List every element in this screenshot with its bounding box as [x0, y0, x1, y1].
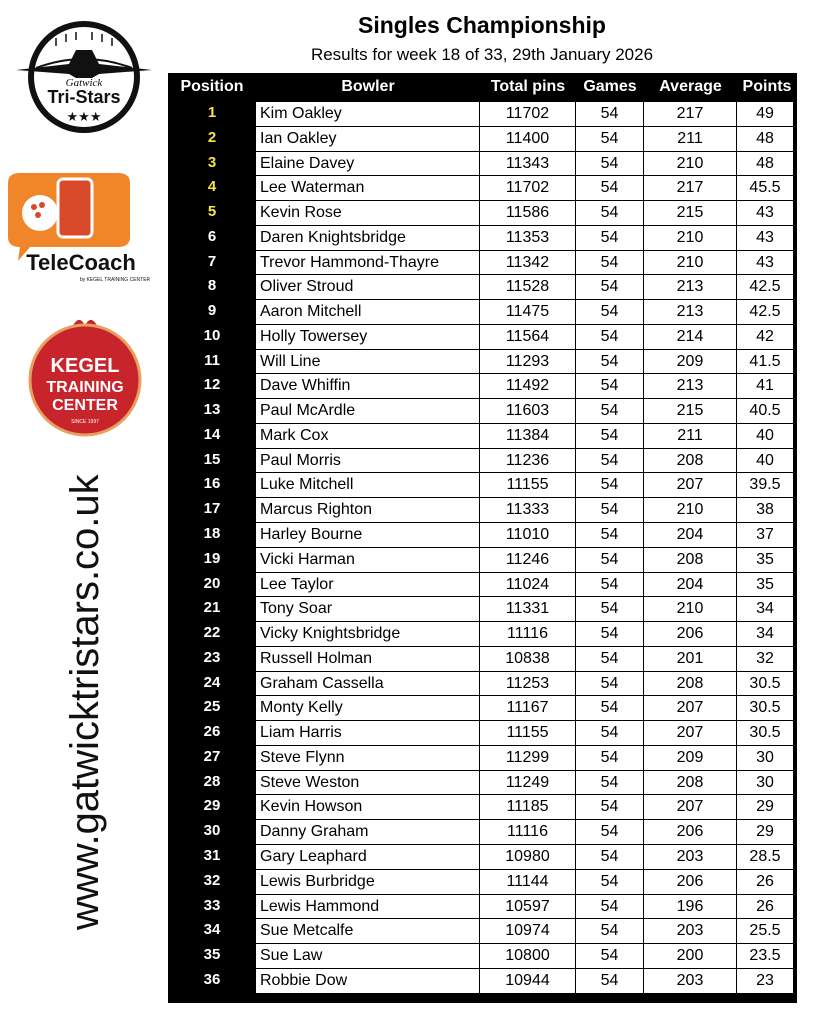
- row-average: 203: [644, 919, 737, 943]
- table-row: [168, 621, 797, 646]
- row-average: 204: [644, 523, 737, 547]
- table-row: [168, 943, 797, 968]
- row-points: 34: [737, 597, 794, 621]
- table-row: [168, 324, 797, 349]
- row-position: 25: [203, 698, 221, 716]
- row-points: 41.5: [737, 350, 794, 374]
- row-position: 22: [203, 624, 221, 642]
- row-bowler: Luke Mitchell: [256, 473, 480, 497]
- row-bowler: Elaine Davey: [256, 152, 480, 176]
- row-position: 5: [207, 203, 217, 221]
- tristars-script: Gatwick: [65, 77, 103, 89]
- row-position: 12: [203, 376, 221, 394]
- row-position: 21: [203, 599, 221, 617]
- row-games: 54: [576, 473, 644, 497]
- table-row: [168, 423, 797, 448]
- row-average: 208: [644, 449, 737, 473]
- row-points: 25.5: [737, 919, 794, 943]
- row-bowler: Dave Whiffin: [256, 374, 480, 398]
- telecoach-tag: by KEGEL TRAINING CENTER: [79, 277, 151, 283]
- row-points: 29: [737, 820, 794, 844]
- row-games: 54: [576, 746, 644, 770]
- table-row: [168, 522, 797, 547]
- row-points: 42.5: [737, 275, 794, 299]
- row-games: 54: [576, 275, 644, 299]
- table-row: [168, 175, 797, 200]
- row-total-pins: 11144: [480, 870, 576, 894]
- row-total-pins: 11331: [480, 597, 576, 621]
- table-row: [168, 274, 797, 299]
- column-header-average: Average: [659, 78, 722, 95]
- row-points: 35: [737, 548, 794, 572]
- row-points: 48: [737, 127, 794, 151]
- row-average: 207: [644, 473, 737, 497]
- row-position: 29: [203, 797, 221, 815]
- row-average: 207: [644, 795, 737, 819]
- row-total-pins: 11342: [480, 251, 576, 275]
- row-average: 209: [644, 350, 737, 374]
- page-title: Singles Championship: [358, 12, 606, 38]
- row-games: 54: [576, 251, 644, 275]
- row-points: 30.5: [737, 721, 794, 745]
- table-row: [168, 968, 797, 993]
- row-total-pins: 11253: [480, 672, 576, 696]
- row-bowler: Vicki Harman: [256, 548, 480, 572]
- telecoach-name: TeleCoach: [26, 250, 136, 275]
- row-bowler: Liam Harris: [256, 721, 480, 745]
- row-average: 210: [644, 498, 737, 522]
- kegel-logo: [18, 308, 152, 438]
- row-bowler: Harley Bourne: [256, 523, 480, 547]
- row-points: 38: [737, 498, 794, 522]
- row-points: 26: [737, 870, 794, 894]
- row-points: 28.5: [737, 845, 794, 869]
- row-average: 210: [644, 251, 737, 275]
- table-row: [168, 819, 797, 844]
- row-position: 2: [207, 128, 217, 146]
- row-total-pins: 11400: [480, 127, 576, 151]
- row-bowler: Robbie Dow: [256, 969, 480, 993]
- row-points: 35: [737, 573, 794, 597]
- row-average: 210: [644, 152, 737, 176]
- column-header-total-pins: Total pins: [490, 78, 566, 95]
- row-position: 14: [203, 425, 221, 443]
- row-average: 211: [644, 127, 737, 151]
- row-bowler: Oliver Stroud: [256, 275, 480, 299]
- row-games: 54: [576, 647, 644, 671]
- row-position: 24: [203, 673, 221, 691]
- row-games: 54: [576, 498, 644, 522]
- row-bowler: Mark Cox: [256, 424, 480, 448]
- row-games: 54: [576, 820, 644, 844]
- row-total-pins: 10944: [480, 969, 576, 993]
- row-games: 54: [576, 176, 644, 200]
- row-points: 30: [737, 771, 794, 795]
- row-total-pins: 11293: [480, 350, 576, 374]
- row-total-pins: 11384: [480, 424, 576, 448]
- table-row: [168, 497, 797, 522]
- row-points: 40: [737, 424, 794, 448]
- row-bowler: Aaron Mitchell: [256, 300, 480, 324]
- row-position: 35: [203, 946, 221, 964]
- row-average: 206: [644, 870, 737, 894]
- row-average: 204: [644, 573, 737, 597]
- table-row: [168, 720, 797, 745]
- table-row: [168, 596, 797, 621]
- row-position: 19: [203, 549, 221, 567]
- kegel-line1: KEGEL: [50, 355, 120, 377]
- table-row: [168, 844, 797, 869]
- row-average: 208: [644, 771, 737, 795]
- row-position: 34: [203, 921, 221, 939]
- row-average: 209: [644, 746, 737, 770]
- row-points: 23.5: [737, 944, 794, 968]
- row-bowler: Gary Leaphard: [256, 845, 480, 869]
- row-total-pins: 11564: [480, 325, 576, 349]
- row-bowler: Kim Oakley: [256, 102, 480, 126]
- row-average: 213: [644, 275, 737, 299]
- row-total-pins: 11116: [480, 622, 576, 646]
- row-games: 54: [576, 870, 644, 894]
- row-position: 23: [203, 648, 221, 666]
- row-games: 54: [576, 449, 644, 473]
- row-games: 54: [576, 424, 644, 448]
- row-position: 6: [207, 227, 217, 245]
- row-average: 210: [644, 226, 737, 250]
- kegel-since: SINCE 1997: [71, 419, 99, 425]
- table-row: [168, 225, 797, 250]
- kegel-line3: CENTER: [52, 397, 118, 414]
- row-total-pins: 11702: [480, 176, 576, 200]
- row-position: 9: [207, 302, 217, 320]
- row-total-pins: 11155: [480, 721, 576, 745]
- row-average: 211: [644, 424, 737, 448]
- row-total-pins: 10980: [480, 845, 576, 869]
- column-header-position: Position: [180, 78, 244, 95]
- row-bowler: Tony Soar: [256, 597, 480, 621]
- row-total-pins: 11702: [480, 102, 576, 126]
- kegel-line2: TRAINING: [46, 379, 124, 396]
- row-average: 215: [644, 201, 737, 225]
- row-position: 32: [203, 871, 221, 889]
- table-row: [168, 349, 797, 374]
- row-position: 1: [207, 104, 217, 121]
- row-position: 4: [207, 178, 217, 196]
- results-table: [168, 73, 797, 1003]
- row-points: 45.5: [737, 176, 794, 200]
- table-row: [168, 101, 797, 126]
- row-games: 54: [576, 895, 644, 919]
- row-games: 54: [576, 721, 644, 745]
- row-position: 17: [203, 500, 221, 518]
- row-games: 54: [576, 845, 644, 869]
- table-row: [168, 646, 797, 671]
- table-row: [168, 745, 797, 770]
- row-points: 40.5: [737, 399, 794, 423]
- row-games: 54: [576, 771, 644, 795]
- row-total-pins: 11333: [480, 498, 576, 522]
- row-total-pins: 11528: [480, 275, 576, 299]
- table-row: [168, 918, 797, 943]
- row-games: 54: [576, 523, 644, 547]
- row-position: 13: [203, 401, 221, 419]
- row-position: 31: [203, 846, 221, 864]
- row-points: 42: [737, 325, 794, 349]
- row-games: 54: [576, 597, 644, 621]
- row-bowler: Ian Oakley: [256, 127, 480, 151]
- row-total-pins: 10838: [480, 647, 576, 671]
- row-position: 27: [203, 747, 221, 765]
- row-position: 10: [203, 326, 221, 344]
- row-average: 208: [644, 548, 737, 572]
- row-average: 214: [644, 325, 737, 349]
- row-average: 201: [644, 647, 737, 671]
- row-bowler: Kevin Rose: [256, 201, 480, 225]
- telecoach-logo: [0, 165, 162, 285]
- row-total-pins: 11010: [480, 523, 576, 547]
- table-row: [168, 547, 797, 572]
- row-total-pins: 11586: [480, 201, 576, 225]
- table-header: [168, 73, 797, 101]
- row-position: 33: [203, 896, 221, 914]
- row-games: 54: [576, 622, 644, 646]
- row-bowler: Lewis Burbridge: [256, 870, 480, 894]
- row-games: 54: [576, 374, 644, 398]
- row-total-pins: 11116: [480, 820, 576, 844]
- table-row: [168, 398, 797, 423]
- table-row: [168, 794, 797, 819]
- row-games: 54: [576, 152, 644, 176]
- row-points: 43: [737, 201, 794, 225]
- table-row: [168, 250, 797, 275]
- row-games: 54: [576, 325, 644, 349]
- row-points: 30: [737, 746, 794, 770]
- row-points: 23: [737, 969, 794, 993]
- row-bowler: Steve Flynn: [256, 746, 480, 770]
- row-games: 54: [576, 944, 644, 968]
- row-bowler: Holly Towersey: [256, 325, 480, 349]
- table-body: [168, 101, 797, 993]
- row-bowler: Sue Metcalfe: [256, 919, 480, 943]
- row-position: 18: [203, 525, 221, 543]
- row-games: 54: [576, 696, 644, 720]
- row-bowler: Lee Taylor: [256, 573, 480, 597]
- table-row: [168, 695, 797, 720]
- row-total-pins: 11236: [480, 449, 576, 473]
- row-position: 3: [207, 153, 217, 171]
- row-average: 210: [644, 597, 737, 621]
- table-row: [168, 200, 797, 225]
- website-url[interactable]: www.gatwicktristars.co.uk: [63, 474, 107, 930]
- table-row: [168, 373, 797, 398]
- row-total-pins: 11249: [480, 771, 576, 795]
- row-points: 42.5: [737, 300, 794, 324]
- row-total-pins: 11155: [480, 473, 576, 497]
- row-total-pins: 11353: [480, 226, 576, 250]
- row-points: 43: [737, 251, 794, 275]
- row-games: 54: [576, 399, 644, 423]
- row-total-pins: 11167: [480, 696, 576, 720]
- table-row: [168, 151, 797, 176]
- row-average: 203: [644, 845, 737, 869]
- row-points: 34: [737, 622, 794, 646]
- row-games: 54: [576, 127, 644, 151]
- row-position: 11: [204, 351, 220, 369]
- row-average: 217: [644, 176, 737, 200]
- row-average: 208: [644, 672, 737, 696]
- row-bowler: Kevin Howson: [256, 795, 480, 819]
- row-total-pins: 11185: [480, 795, 576, 819]
- row-average: 207: [644, 721, 737, 745]
- row-bowler: Sue Law: [256, 944, 480, 968]
- row-points: 49: [737, 102, 794, 126]
- table-row: [168, 472, 797, 497]
- row-games: 54: [576, 969, 644, 993]
- table-row: [168, 126, 797, 151]
- row-points: 41: [737, 374, 794, 398]
- row-bowler: Monty Kelly: [256, 696, 480, 720]
- column-header-points: Points: [742, 78, 792, 95]
- row-position: 16: [203, 475, 221, 493]
- row-position: 7: [207, 252, 217, 270]
- row-average: 213: [644, 374, 737, 398]
- row-total-pins: 10597: [480, 895, 576, 919]
- row-position: 36: [203, 970, 221, 988]
- row-position: 8: [207, 277, 217, 295]
- row-bowler: Marcus Righton: [256, 498, 480, 522]
- row-total-pins: 11492: [480, 374, 576, 398]
- row-total-pins: 10974: [480, 919, 576, 943]
- row-average: 213: [644, 300, 737, 324]
- row-bowler: Russell Holman: [256, 647, 480, 671]
- row-bowler: Paul McArdle: [256, 399, 480, 423]
- row-average: 200: [644, 944, 737, 968]
- table-row: [168, 572, 797, 597]
- row-bowler: Trevor Hammond-Thayre: [256, 251, 480, 275]
- row-games: 54: [576, 795, 644, 819]
- row-points: 30.5: [737, 696, 794, 720]
- row-bowler: Graham Cassella: [256, 672, 480, 696]
- table-row: [168, 869, 797, 894]
- row-games: 54: [576, 102, 644, 126]
- row-average: 206: [644, 820, 737, 844]
- row-total-pins: 11343: [480, 152, 576, 176]
- page-subtitle: Results for week 18 of 33, 29th January 2026: [310, 45, 654, 64]
- row-points: 48: [737, 152, 794, 176]
- row-games: 54: [576, 201, 644, 225]
- row-average: 207: [644, 696, 737, 720]
- row-points: 43: [737, 226, 794, 250]
- row-bowler: Steve Weston: [256, 771, 480, 795]
- column-header-bowler: Bowler: [341, 78, 395, 95]
- row-total-pins: 11024: [480, 573, 576, 597]
- three-stars-icon: ★★★: [66, 109, 102, 124]
- row-position: 20: [203, 574, 221, 592]
- row-average: 203: [644, 969, 737, 993]
- row-games: 54: [576, 350, 644, 374]
- row-position: 30: [203, 822, 221, 840]
- row-bowler: Will Line: [256, 350, 480, 374]
- tristars-name: Tri-Stars: [47, 87, 121, 107]
- row-games: 54: [576, 672, 644, 696]
- row-average: 217: [644, 102, 737, 126]
- row-games: 54: [576, 919, 644, 943]
- row-points: 32: [737, 647, 794, 671]
- row-total-pins: 11475: [480, 300, 576, 324]
- row-points: 30.5: [737, 672, 794, 696]
- row-bowler: Lee Waterman: [256, 176, 480, 200]
- table-row: [168, 448, 797, 473]
- row-games: 54: [576, 573, 644, 597]
- row-position: 15: [203, 450, 221, 468]
- row-points: 39.5: [737, 473, 794, 497]
- table-row: [168, 671, 797, 696]
- row-bowler: Vicky Knightsbridge: [256, 622, 480, 646]
- tristars-logo: [14, 20, 154, 135]
- row-bowler: Paul Morris: [256, 449, 480, 473]
- row-bowler: Danny Graham: [256, 820, 480, 844]
- column-header-games: Games: [583, 78, 637, 95]
- table-row: [168, 770, 797, 795]
- row-total-pins: 10800: [480, 944, 576, 968]
- row-total-pins: 11603: [480, 399, 576, 423]
- table-row: [168, 299, 797, 324]
- row-points: 29: [737, 795, 794, 819]
- row-points: 40: [737, 449, 794, 473]
- row-average: 215: [644, 399, 737, 423]
- row-games: 54: [576, 226, 644, 250]
- row-average: 206: [644, 622, 737, 646]
- row-points: 26: [737, 895, 794, 919]
- row-total-pins: 11299: [480, 746, 576, 770]
- row-games: 54: [576, 548, 644, 572]
- table-row: [168, 894, 797, 919]
- row-total-pins: 11246: [480, 548, 576, 572]
- row-position: 26: [203, 723, 221, 741]
- row-games: 54: [576, 300, 644, 324]
- row-bowler: Daren Knightsbridge: [256, 226, 480, 250]
- row-bowler: Lewis Hammond: [256, 895, 480, 919]
- row-points: 37: [737, 523, 794, 547]
- row-average: 196: [644, 895, 737, 919]
- row-position: 28: [203, 772, 221, 790]
